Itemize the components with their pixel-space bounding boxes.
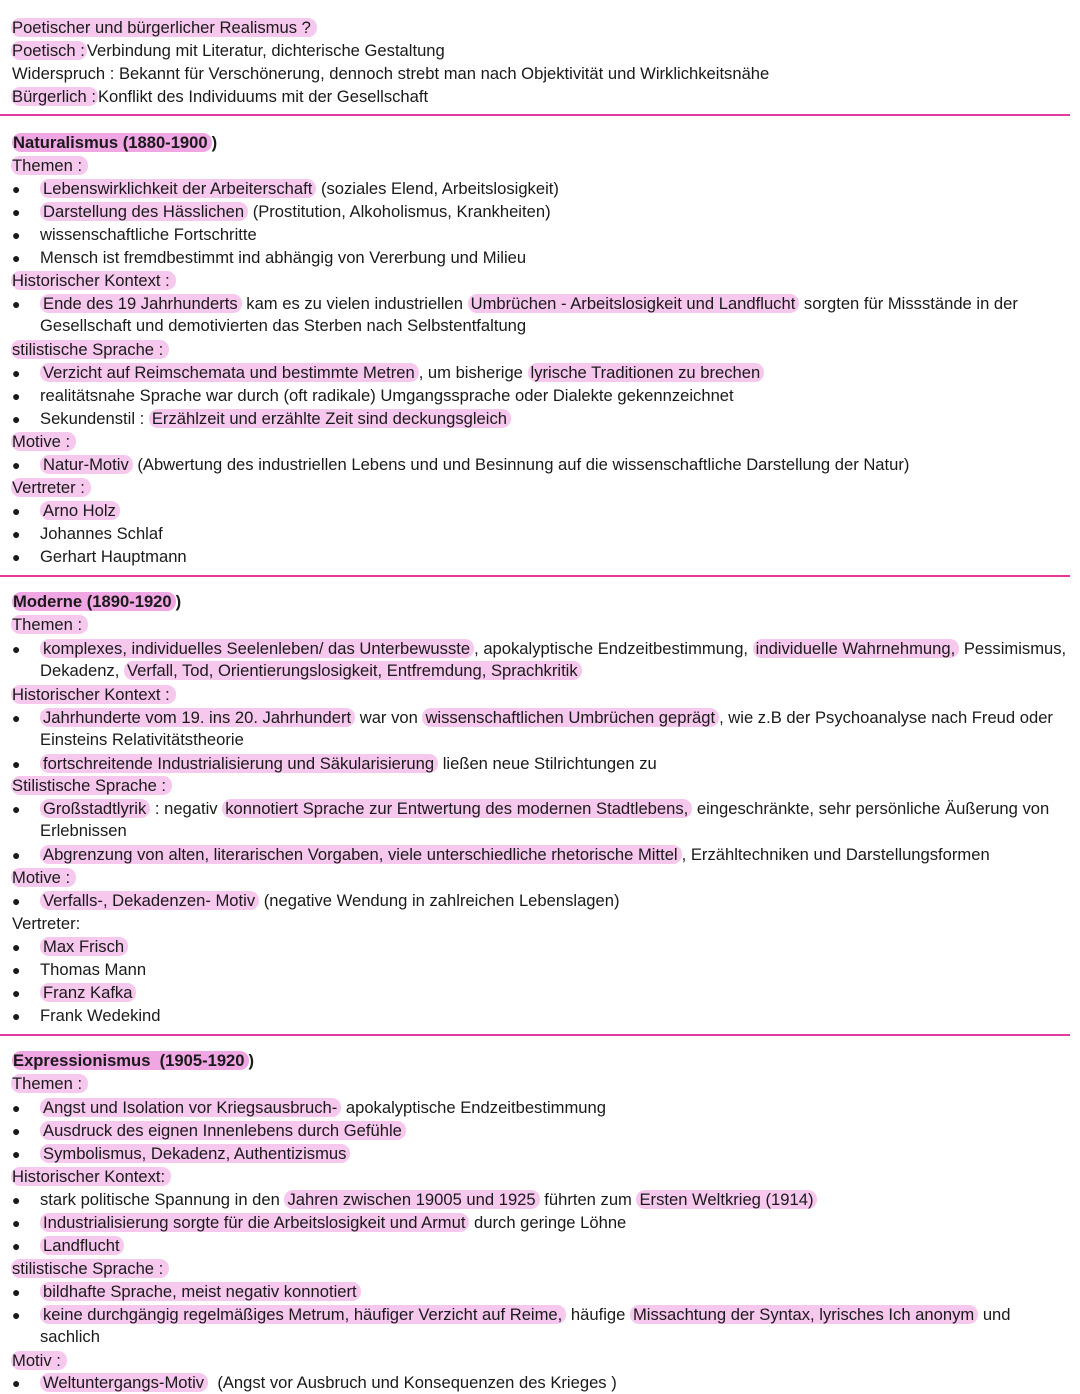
intro-title: Poetischer und bürgerlicher Realismus ?	[12, 17, 317, 39]
bullet-icon: ●	[12, 411, 21, 427]
moderne-title: Moderne (1890-1920 )	[13, 592, 182, 611]
expressionismus-title: Expressionismus (1905-1920 )	[13, 1051, 255, 1070]
intro-line-poetisch: Poetisch : Verbindung mit Literatur, dichterische Gestaltung	[12, 41, 445, 60]
bullet-icon: ●	[12, 1284, 21, 1300]
bullet-icon: ●	[12, 1375, 21, 1391]
expressionismus-themen-label: Themen :	[12, 1073, 88, 1095]
section-divider	[0, 114, 1070, 116]
bullet-icon: ●	[12, 1100, 21, 1116]
moderne-themen-label: Themen :	[12, 614, 88, 636]
naturalismus-title: Naturalismus (1880-1900 )	[13, 133, 218, 152]
moderne-sprache-label: Stilistische Sprache :	[12, 775, 172, 797]
bullet-icon: ●	[12, 250, 21, 266]
intro-line-widerspruch: Widerspruch : Bekannt für Verschönerung, dennoch strebt man nach Objektivität und Wirklichkeitsnähe	[12, 64, 770, 83]
bullet-icon: ●	[12, 365, 21, 381]
expressionismus-sprache-label: stilistische Sprache :	[12, 1258, 169, 1280]
naturalismus-kontext-label: Historischer Kontext :	[12, 270, 176, 292]
naturalismus-themen-label: Themen :	[12, 155, 88, 177]
naturalismus-vertreter-label: Vertreter :	[12, 477, 91, 499]
bullet-icon: ●	[12, 1307, 21, 1323]
bullet-icon: ●	[12, 503, 21, 519]
bullet-icon: ●	[12, 962, 21, 978]
bullet-icon: ●	[12, 227, 21, 243]
bullet-icon: ●	[12, 641, 21, 657]
moderne-motive-label: Motive :	[12, 867, 76, 889]
moderne-vertreter-label: Vertreter:	[12, 914, 81, 933]
bullet-icon: ●	[12, 457, 21, 473]
section-divider	[0, 575, 1070, 577]
bullet-icon: ●	[12, 1192, 21, 1208]
bullet-icon: ●	[12, 1123, 21, 1139]
bullet-icon: ●	[12, 893, 21, 909]
intro-line-buergerlich: Bürgerlich : Konflikt des Individuums mit der Gesellschaft	[12, 87, 429, 106]
bullet-icon: ●	[12, 985, 21, 1001]
bullet-icon: ●	[12, 756, 21, 772]
bullet-icon: ●	[12, 388, 21, 404]
bullet-icon: ●	[12, 204, 21, 220]
bullet-icon: ●	[12, 847, 21, 863]
bullet-icon: ●	[12, 296, 21, 312]
bullet-icon: ●	[12, 801, 21, 817]
expressionismus-motiv-label: Motiv :	[12, 1350, 67, 1372]
expressionismus-kontext-label: Historischer Kontext:	[12, 1166, 171, 1188]
naturalismus-sprache-label: stilistische Sprache :	[12, 339, 169, 361]
bullet-icon: ●	[12, 1146, 21, 1162]
section-divider	[0, 1034, 1070, 1036]
document-page: Poetischer und bürgerlicher Realismus ? Poetisch : Verbindung mit Literatur, dichterische Gestaltung Widerspruch : Bekannt für Verschönerung, dennoch strebt man nach Objektivität und Wirklichkeitsnähe Bürgerlich : Konflikt des Individuums mit der Gesellschaft Naturalismus (1880-1900 ) Themen : ● Lebenswirklichkeit der Arbeiterschaft (soziales Elend, Arbeitslosigkeit) ● Darstellung des Hässlichen (Prostitution, Alkoholismus, Krankheiten) ● wissenschaftliche Fortschritte ● Mensch ist fremdbestimmt ind abhängig von Vererbung und Milieu Historischer Kontext : ● Ende des 19 Jahrhunderts kam es zu vielen industriellen Umbrüchen - Arbeitslosigkeit und Landflucht sorgten für Missstände in der Gesellschaft und demotivierten das Sterben nach Selbstentfaltung stilistische Sprache : ● Verzicht auf Reimschemata und bestimmte Metren , um bisherige lyrische Traditionen zu brechen ● realitätsnahe Sprache war durch (oft radikale) Umgangssprache oder Dialekte gekennzeichnet ● Sekundenstil : Erzählzeit und erzählte Zeit sind deckungsgleich Motive : ● Natur-Motiv (Abwertung des industriellen Lebens und und Besinnung auf die wissenschaftliche Darstellung der Natur) Vertreter : ● Arno Holz ● Johannes Schlaf ● Gerhart Hauptmann Moderne (1890-1920 ) Themen : ● komplexes, individuelles Seelenleben/ das Unterbewusste , apokalyptische Endzeitbestimmung, individuelle Wahrnehmung, Pessimismus, Dekadenz, Verfall, Tod, Orientierungslosigkeit, Entfremdung, Sprachkritik Historischer Kontext : ● Jahrhunderte vom 19. ins 20. Jahrhundert war von wissenschaftlichen Umbrüchen geprägt , wie z.B der Psychoanalyse nach Freud oder Einsteins Relativitätstheorie ● fortschreitende Industrialisierung und Säkularisierung ließen neue Stilrichtungen zu Stilistische Sprache : ● Großstadtlyrik : negativ konnotiert Sprache zur Entwertung des modernen Stadtlebens, eingeschränkte, sehr persönliche Äußerung von Erlebnissen ● Abgrenzung von alten, literarischen Vorgaben, viele unterschiedliche rhetorische Mittel , Erzähltechniken und Darstellungsformen Motive : ● Verfalls-, Dekadenzen- Motiv (negative Wendung in zahlreichen Lebenslagen) Vertreter: ● Max Frisch ● Thomas Mann ● Franz Kafka ● Frank Wedekind Expressionismus (1905-1920 ) Themen : ● Angst und Isolation vor Kriegsausbruch- apokalyptische Endzeitbestimmung ● Ausdruck des eignen Innenlebens durch Gefühle ● Symbolismus, Dekadenz, Authentizismus Historischer Kontext: ● stark politische Spannung in den Jahren zwischen 19005 und 1925 führten zum Ersten Weltkrieg (1914) ● Industrialisierung sorgte für die Arbeitslosigkeit und Armut durch geringe Löhne ● Landflucht stilistische Sprache : ● bildhafte Sprache, meist negativ konnotiert ● keine durchgängig regelmäßiges Metrum, häufiger Verzicht auf Reime, häufige Missachtung der Syntax, lyrisches Ich anonym und sachlich Motiv : ● Weltuntergangs-Motiv (Angst vor Ausbruch und Konsequenzen des Krieges )	[0, 0, 1080, 1394]
naturalismus-motive-label: Motive :	[12, 431, 76, 453]
bullet-icon: ●	[12, 1008, 21, 1024]
bullet-icon: ●	[12, 939, 21, 955]
bullet-icon: ●	[12, 526, 21, 542]
bullet-icon: ●	[12, 710, 21, 726]
bullet-icon: ●	[12, 549, 21, 565]
bullet-icon: ●	[12, 181, 21, 197]
moderne-kontext-label: Historischer Kontext :	[12, 684, 176, 706]
bullet-icon: ●	[12, 1238, 21, 1254]
bullet-icon: ●	[12, 1215, 21, 1231]
